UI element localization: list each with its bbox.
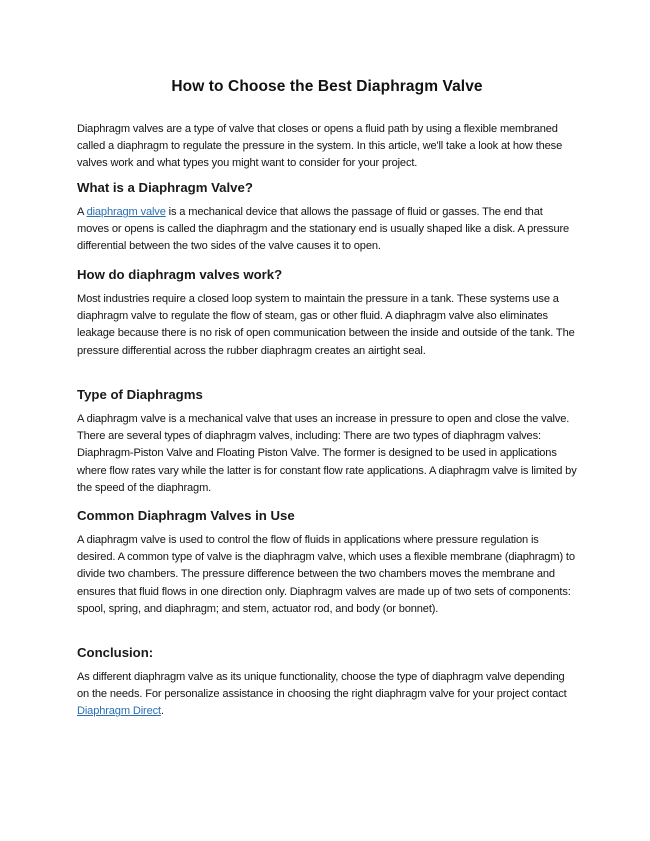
section-heading: What is a Diaphragm Valve? <box>77 180 253 195</box>
section-heading: Type of Diaphragms <box>77 387 203 402</box>
section-common <box>77 508 577 618</box>
section-paragraph: A diaphragm valve is used to control the flow of fluids in applications where pressure regulation is desired. A common type of valve is the diaphragm valve, which uses a flexible membrane (diaphragm) to divide two chambers. The pressure difference between the two chambers moves the membrane and ensures that fluid flows in one direction only. Diaphragm valves are made up of two sets of components: spool, spring, and diaphragm; and stem, actuator rod, and body (or bonnet). <box>77 534 575 615</box>
paragraph-text: A <box>77 206 87 218</box>
document-title: How to Choose the Best Diaphragm Valve <box>171 78 483 95</box>
section-heading: How do diaphragm valves work? <box>77 267 283 282</box>
section-how-work <box>77 267 577 360</box>
intro-paragraph: Diaphragm valves are a type of valve that closes or opens a fluid path by using a flexible membraned called a diaphragm to regulate the pressure in the system. In this article, we'll take a look at how these valves work and what types you might want to consider for your project. <box>77 123 563 170</box>
section-what-is <box>77 180 577 256</box>
section-paragraph: Most industries require a closed loop system to maintain the pressure in a tank. These systems use a diaphragm valve to regulate the flow of steam, gas or other fluid. A diaphragm valve also eliminates leakage because there is no risk of open communication between the inside and outside of the tank. The pressure differential across the rubber diaphragm creates an airtight seal. <box>77 293 575 357</box>
paragraph-text: is a mechanical device that allows the passage of fluid or gasses. The end that moves or opens is called the diaphragm and the stationary end is usually shaped like a disk. A pressure differential between the two sides of the valve causes it to open. <box>77 206 570 253</box>
section-types <box>77 387 577 497</box>
paragraph-text: . <box>160 705 164 718</box>
section-paragraph <box>77 204 577 256</box>
intro-section <box>77 121 577 173</box>
diaphragm-direct-link[interactable]: Diaphragm Direct <box>77 705 161 718</box>
section-conclusion <box>77 645 577 721</box>
section-heading: Common Diaphragm Valves in Use <box>77 508 295 523</box>
paragraph-text: As different diaphragm valve as its unique functionality, choose the type of diaphragm valve depending on the needs. For personalize assistance in choosing the right diaphragm valve for your project contact <box>77 671 567 701</box>
section-heading: Conclusion: <box>77 645 154 660</box>
diaphragm-valve-link[interactable]: diaphragm valve <box>86 206 166 218</box>
section-paragraph: A diaphragm valve is a mechanical valve that uses an increase in pressure to open and close the valve. There are several types of diaphragm valves, including: There are two types of diaphragm valves: Diaphragm-Piston Valve and Floating Piston Valve. The former is designed to be used in applications where flow rates vary while the latter is for constant flow rate applications. A diaphragm valve is limited by the speed of the diaphragm. <box>77 413 577 494</box>
section-paragraph <box>77 669 577 721</box>
